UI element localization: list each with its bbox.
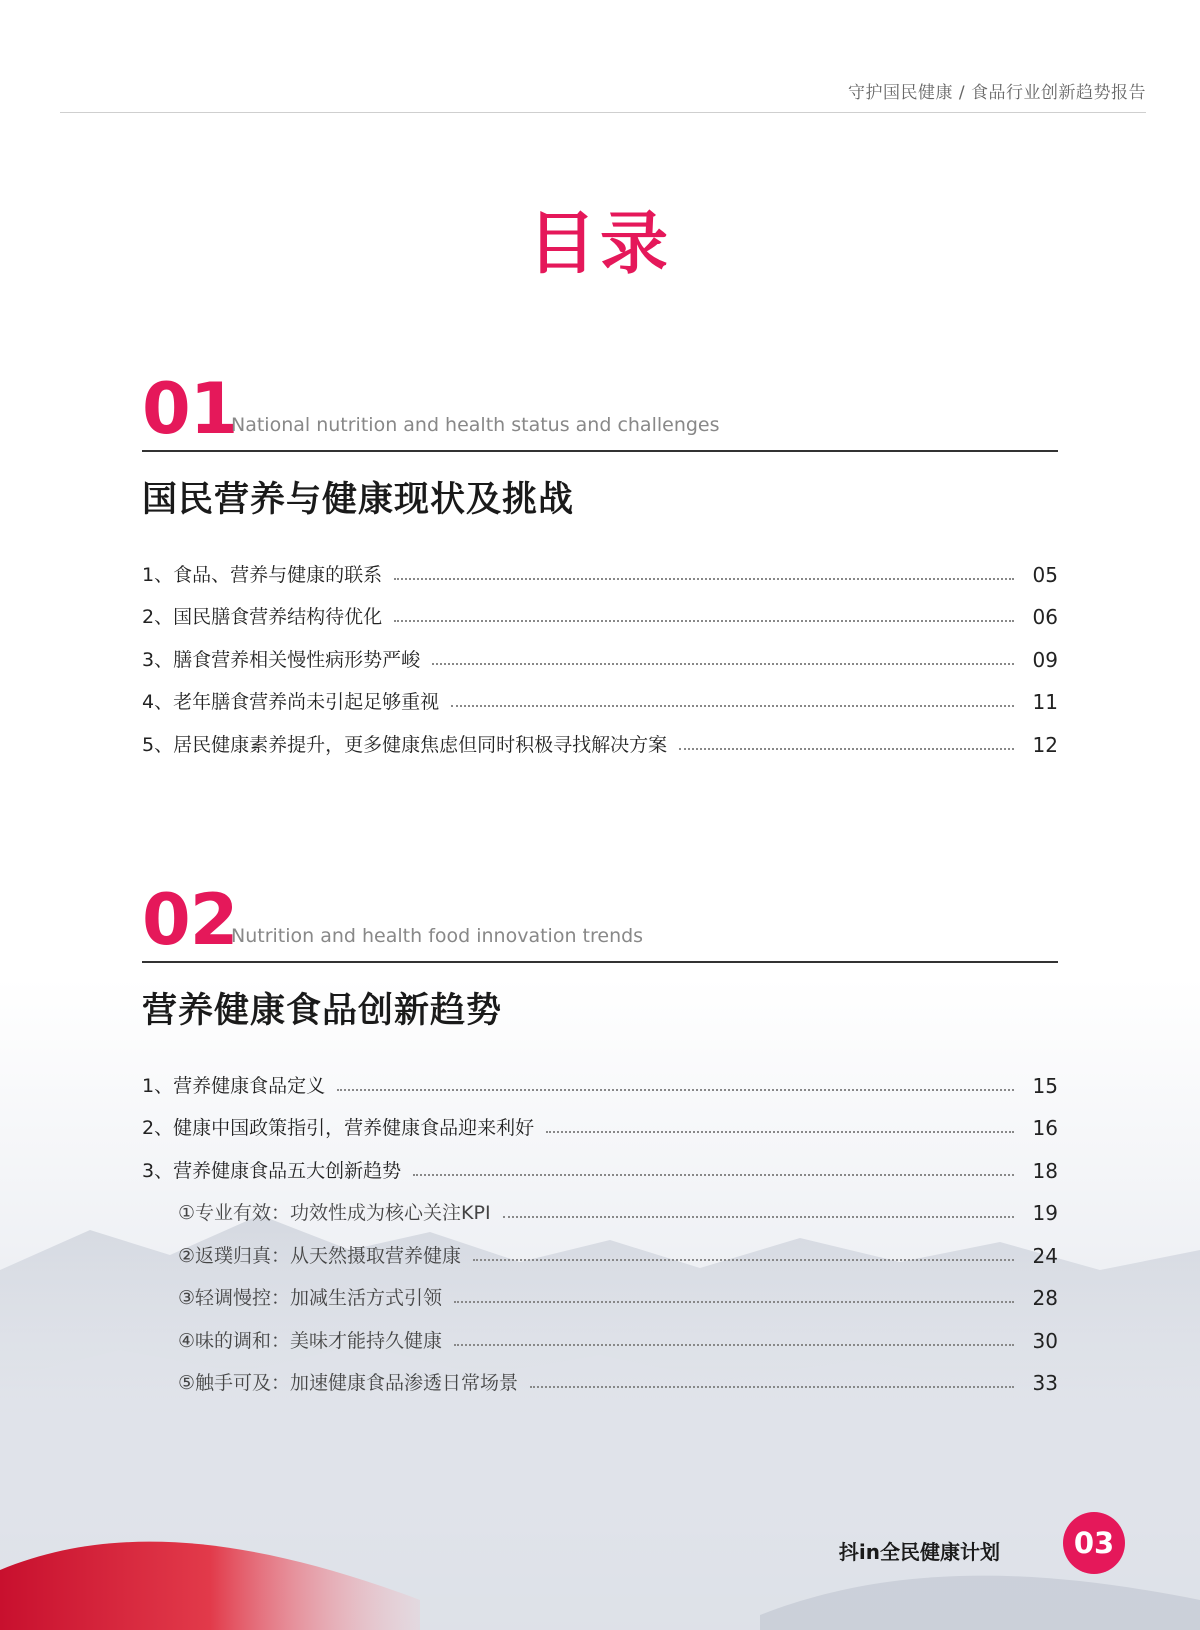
section-number: 01 (142, 368, 238, 450)
leader-dots (503, 1216, 1014, 1218)
toc-subentry[interactable] (142, 1183, 1058, 1226)
toc-entry-page: 19 (1032, 1201, 1058, 1225)
leader-dots (473, 1259, 1014, 1261)
header-title: 守护国民健康 / 食品行业创新趋势报告 (847, 83, 1146, 103)
section-divider (142, 450, 1058, 452)
toc-entry-label: 3、膳食营养相关慢性病形势严峻 (142, 648, 421, 671)
toc-subentry[interactable] (142, 1225, 1058, 1268)
toc-entry-label: 4、老年膳食营养尚未引起足够重视 (142, 691, 440, 713)
toc-entry-page: 11 (1032, 690, 1058, 714)
section-divider (142, 961, 1058, 963)
toc-entry-page: 06 (1032, 605, 1058, 629)
leader-dots (454, 1344, 1014, 1346)
toc-entry-label: 1、营养健康食品定义 (142, 1074, 326, 1097)
toc-entry-page: 15 (1032, 1073, 1058, 1098)
toc-entry-page: 28 (1032, 1286, 1058, 1310)
toc-entry-page: 12 (1032, 732, 1058, 757)
toc-entry[interactable] (142, 1140, 1058, 1183)
toc-entry-label: ③轻调慢控：加减生活方式引领 (178, 1287, 443, 1309)
toc-subentry[interactable] (142, 1268, 1058, 1311)
leader-dots (454, 1301, 1014, 1303)
toc-entry-page: 33 (1032, 1371, 1058, 1395)
section-title-en: National nutrition and health status and challenges (231, 414, 720, 436)
toc-entry[interactable] (142, 587, 1058, 630)
section-header (142, 879, 1058, 961)
toc-subentry[interactable] (142, 1310, 1058, 1353)
leader-dots (394, 578, 1014, 580)
toc-entry[interactable] (142, 1098, 1058, 1141)
toc-entry-page: 18 (1032, 1158, 1058, 1183)
leader-dots (451, 705, 1014, 707)
section-header (142, 368, 1058, 450)
toc-entry-label: ⑤触手可及：加速健康食品渗透日常场景 (178, 1372, 519, 1394)
toc-entry-label: ①专业有效：功效性成为核心关注KPI (178, 1202, 491, 1224)
toc-entry[interactable] (142, 629, 1058, 672)
toc-entry[interactable] (142, 1055, 1058, 1098)
leader-dots (432, 663, 1014, 665)
toc-entry-page: 16 (1032, 1116, 1058, 1140)
toc-entry-page: 30 (1032, 1328, 1058, 1353)
toc-section-02 (142, 879, 1058, 1395)
toc-entry-label: 3、营养健康食品五大创新趋势 (142, 1159, 402, 1182)
toc-entry-label: 2、国民膳食营养结构待优化 (142, 606, 383, 628)
toc-entry[interactable] (142, 714, 1058, 757)
leader-dots (413, 1174, 1014, 1176)
toc-entry-label: ④味的调和：美味才能持久健康 (178, 1329, 443, 1352)
section-title-cn: 国民营养与健康现状及挑战 (142, 480, 575, 520)
section-title-cn: 营养健康食品创新趋势 (142, 991, 503, 1031)
leader-dots (679, 748, 1014, 750)
toc-section-01 (142, 368, 1058, 757)
toc-entry-label: 5、居民健康素养提升，更多健康焦虑但同时积极寻找解决方案 (142, 733, 668, 756)
toc-subentry[interactable] (142, 1353, 1058, 1396)
toc-entry[interactable] (142, 672, 1058, 715)
toc-entry-label: 1、食品、营养与健康的联系 (142, 563, 383, 586)
toc-entry-page: 09 (1032, 647, 1058, 672)
toc-entry-label: ②返璞归真：从天然摄取营养健康 (178, 1244, 462, 1267)
page-title: 目录 (527, 205, 672, 284)
leader-dots (337, 1089, 1014, 1091)
footer-brand: 抖in全民健康计划 (838, 1540, 1000, 1564)
leader-dots (530, 1386, 1014, 1388)
toc-entry-label: 2、健康中国政策指引，营养健康食品迎来利好 (142, 1117, 535, 1139)
page-number-badge: 03 (1063, 1512, 1125, 1574)
toc-entry-page: 05 (1032, 562, 1058, 587)
leader-dots (546, 1131, 1014, 1133)
section-number: 02 (142, 879, 238, 961)
toc-entry[interactable] (142, 544, 1058, 587)
section-title-en: Nutrition and health food innovation trends (231, 925, 644, 947)
leader-dots (394, 620, 1014, 622)
toc-entry-page: 24 (1032, 1243, 1058, 1268)
header-divider (60, 112, 1146, 113)
